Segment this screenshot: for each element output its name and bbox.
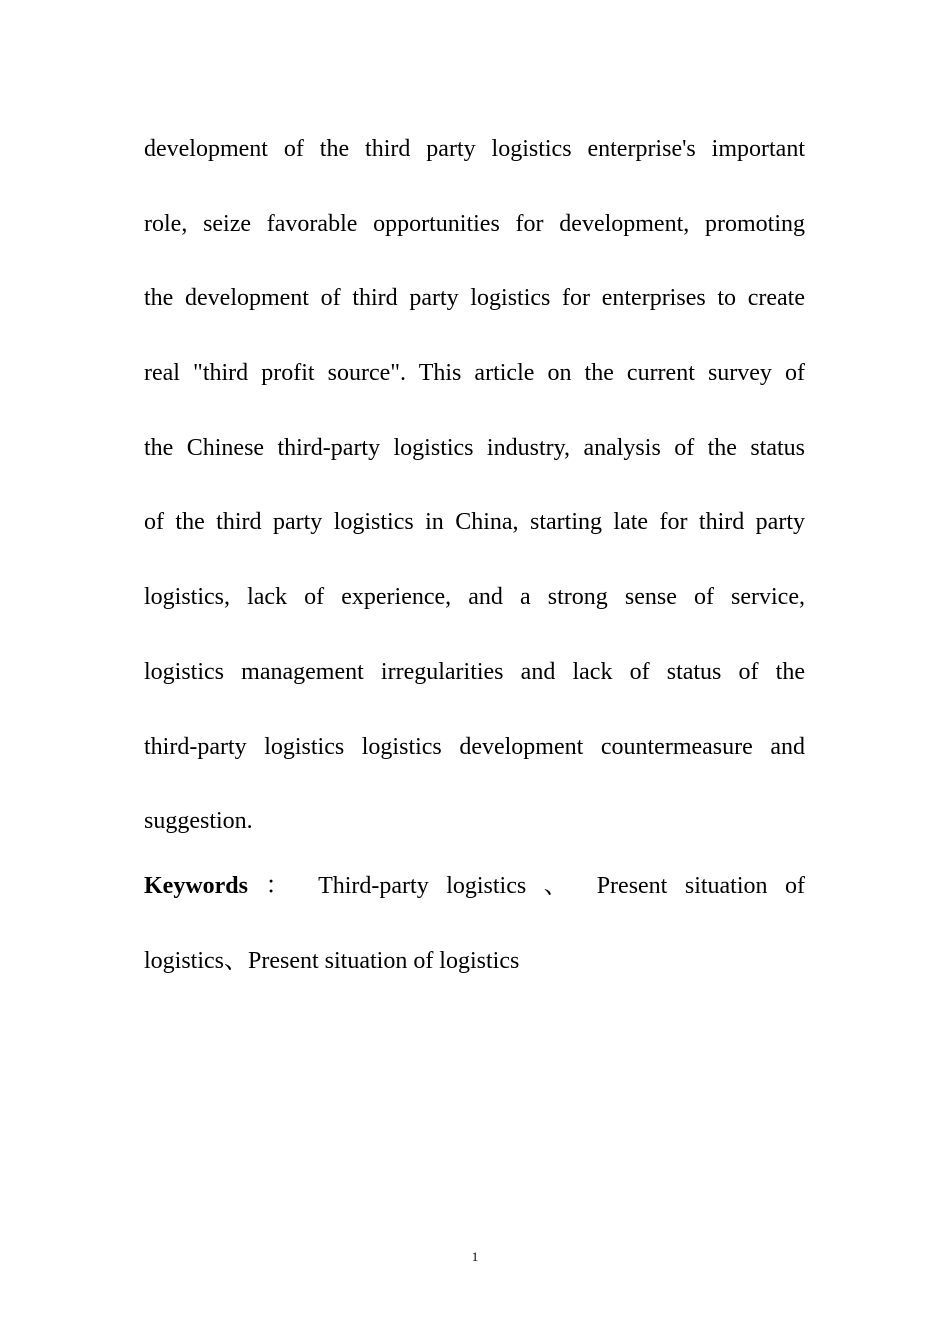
page-number: 1 xyxy=(471,1249,479,1264)
keywords-section xyxy=(144,849,805,998)
keywords-list-part1: Third-party logistics 、 Present situation of xyxy=(318,873,806,899)
abstract-line: role, seize favorable opportunities for development, promoting xyxy=(144,210,805,237)
abstract-line: of the third party logistics in China, starting late for third party xyxy=(144,509,805,536)
keywords-separator: ： xyxy=(265,873,301,899)
keywords-label: Keywords xyxy=(144,873,248,899)
abstract-body xyxy=(144,112,805,859)
keywords-list-part2: logistics、Present situation of logistics xyxy=(144,947,520,974)
abstract-line: logistics management irregularities and lack of status of the xyxy=(144,658,805,685)
abstract-line: logistics, lack of experience, and a strong sense of service, xyxy=(144,584,805,611)
keywords-line xyxy=(144,849,805,924)
abstract-line: the development of third party logistics for enterprises to create xyxy=(144,285,805,312)
abstract-line: suggestion. xyxy=(144,808,253,835)
abstract-line: real "third profit source". This article on the current survey of xyxy=(144,360,805,387)
abstract-line: the Chinese third-party logistics industry, analysis of the status xyxy=(144,434,805,461)
abstract-line: development of the third party logistics enterprise's important xyxy=(144,136,805,162)
abstract-line: third-party logistics logistics development countermeasure and xyxy=(144,733,805,760)
